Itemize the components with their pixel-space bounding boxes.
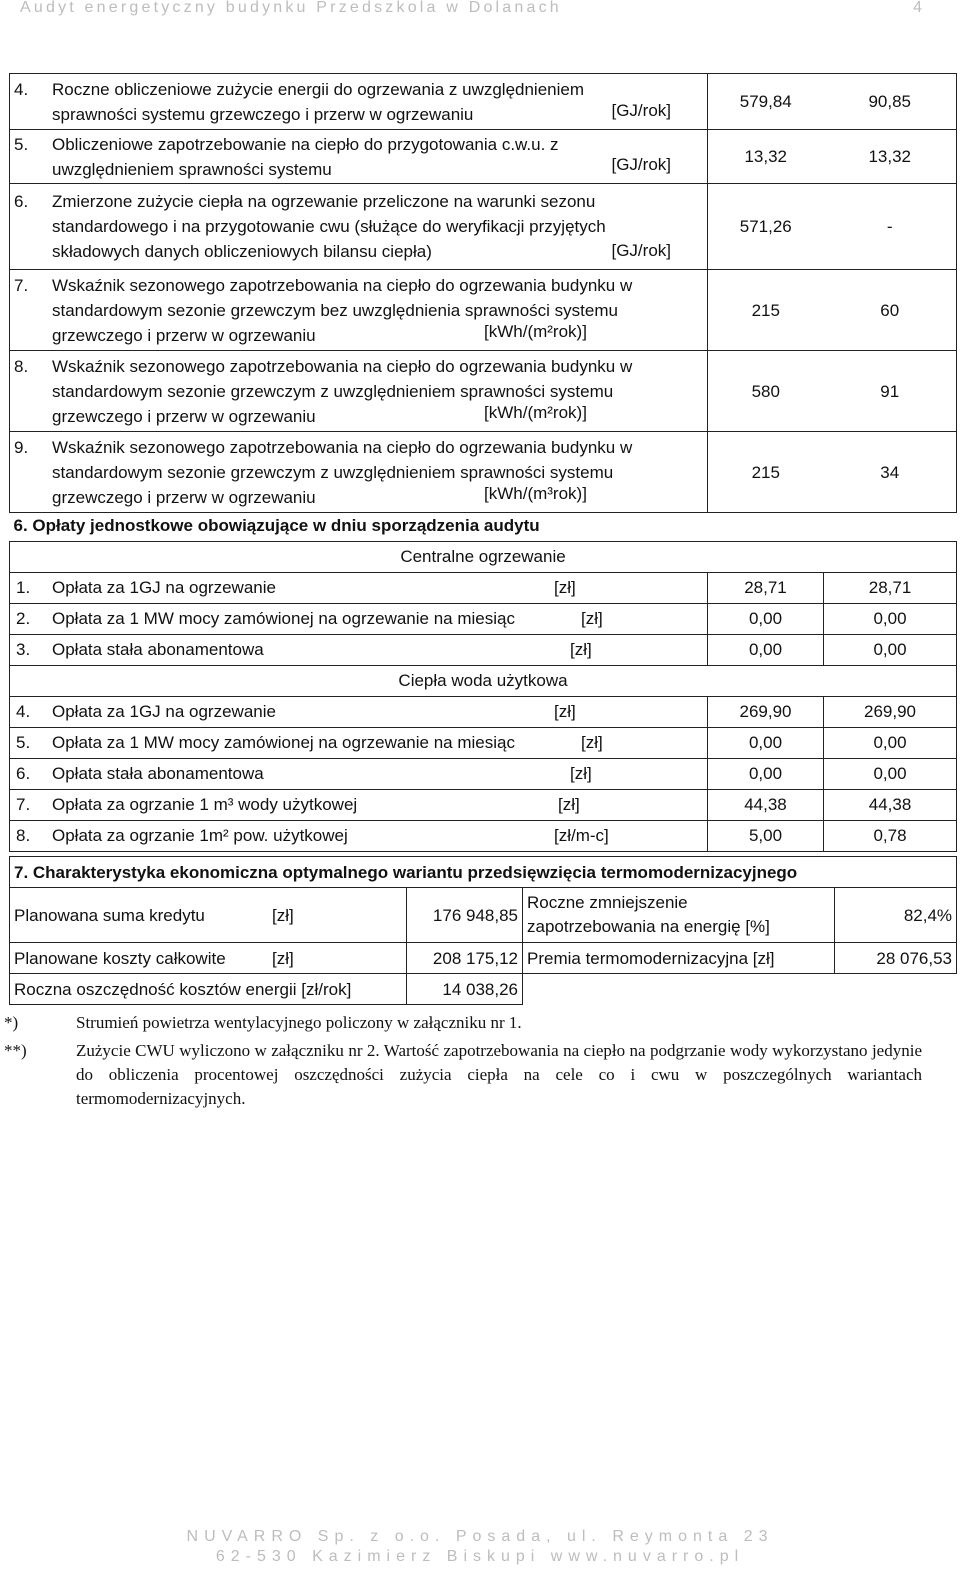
indicator-unit: [GJ/rok]: [611, 241, 671, 260]
fee-label: Opłata za 1GJ na ogrzewanie: [52, 578, 276, 597]
indicator-line: Wskaźnik sezonowego zapotrzebowania na ciepło do ogrzewania budynku w: [52, 275, 633, 295]
indicator-row: [10, 432, 957, 513]
fee-value-2: 0,00: [824, 634, 957, 665]
indicator-number: 6.: [14, 192, 29, 211]
credit-value: 176 948,85: [407, 888, 523, 943]
empty-cell: [523, 974, 957, 1005]
fee-value-2: 0,00: [824, 758, 957, 789]
footnote-2-mark: **): [4, 1041, 27, 1060]
indicator-number: 9.: [14, 437, 29, 457]
cwu-subtitle-row: [10, 665, 957, 696]
fee-label: Opłata za ogrzanie 1m² pow. użytkowej: [52, 826, 348, 845]
cost-label-cell: [10, 943, 407, 974]
indicator-text: [14, 273, 703, 348]
indicator-row: [10, 351, 957, 432]
indicator-value-1: 215: [708, 270, 824, 351]
cost-value: 208 175,12: [407, 943, 523, 974]
indicator-desc: [10, 432, 708, 513]
indicator-line: uwzględnieniem sprawności systemu: [52, 159, 332, 179]
fee-number: 5.: [16, 733, 31, 752]
fee-unit: [zł]: [554, 702, 576, 721]
footer-line-2: 62-530 Kazimierz Biskupi www.nuvarro.pl: [215, 1548, 745, 1565]
fee-value-1: 0,00: [708, 758, 824, 789]
fee-label-cell: [10, 572, 708, 603]
fee-value-1: 5,00: [708, 820, 824, 851]
page-number: 4: [913, 0, 922, 16]
indicator-line: grzewczego i przerw w ogrzewaniu: [52, 487, 316, 507]
fee-label-cell: [10, 727, 708, 758]
indicator-unit: [GJ/rok]: [611, 155, 671, 174]
fee-unit: [zł]: [554, 578, 576, 597]
fees-table: [9, 510, 956, 852]
cwu-subtitle: Ciepła woda użytkowa: [10, 665, 957, 696]
fee-number: 6.: [16, 764, 31, 783]
fee-unit: [zł]: [581, 733, 603, 752]
indicator-line: standardowym sezonie grzewczym z uwzględnieniem sprawności systemu: [52, 462, 614, 482]
indicator-line: składowych danych obliczeniowych bilansu ciepła): [52, 242, 432, 261]
indicator-value-2: 90,85: [824, 74, 957, 130]
fee-value-2: 0,00: [824, 727, 957, 758]
fee-value-2: 0,78: [824, 820, 957, 851]
fee-label-cell: [10, 634, 708, 665]
indicator-value-2: 91: [824, 351, 957, 432]
indicator-line: Zmierzone zużycie ciepła na ogrzewanie przeliczone na warunki sezonu: [52, 192, 596, 211]
indicator-value-2: 60: [824, 270, 957, 351]
economics-table: [9, 856, 956, 1005]
fee-value-2: 44,38: [824, 789, 957, 820]
fee-row: [10, 789, 957, 820]
fee-value-2: 0,00: [824, 603, 957, 634]
fee-unit: [zł]: [570, 640, 592, 659]
fee-row: [10, 696, 957, 727]
fee-label-cell: [10, 758, 708, 789]
indicator-desc: [10, 130, 708, 184]
indicator-line: Wskaźnik sezonowego zapotrzebowania na ciepło do ogrzewania budynku w: [52, 356, 633, 376]
economics-section-title: 7. Charakterystyka ekonomiczna optymalnego wariantu przedsięwzięcia termomodernizacyjnego: [10, 857, 957, 888]
indicator-line: standardowym sezonie grzewczym z uwzględnieniem sprawności systemu: [52, 381, 614, 401]
indicator-desc: [10, 270, 708, 351]
fee-value-2: 28,71: [824, 572, 957, 603]
indicator-number: 8.: [14, 356, 29, 376]
reduction-label-1: Roczne zmniejszenie: [527, 893, 688, 912]
indicators-table: [9, 73, 956, 513]
fee-value-1: 28,71: [708, 572, 824, 603]
indicator-line: sprawności systemu grzewczego i przerw w ogrzewaniu: [52, 104, 474, 124]
credit-label: Planowana suma kredytu: [14, 905, 205, 925]
fee-label: Opłata za 1GJ na ogrzewanie: [52, 702, 276, 721]
indicator-text: [14, 435, 703, 510]
fee-number: 3.: [16, 640, 31, 659]
fee-number: 4.: [16, 702, 31, 721]
indicator-desc: [10, 74, 708, 130]
header-title: Audyt energetyczny budynku Przedszkola w Dolanach: [20, 0, 562, 16]
indicator-text: [14, 189, 703, 264]
savings-value: 14 038,26: [407, 974, 523, 1005]
fee-label: Opłata stała abonamentowa: [52, 764, 264, 783]
indicator-line: Obliczeniowe zapotrzebowanie na ciepło do przygotowania c.w.u. z: [52, 134, 559, 154]
indicator-unit: [kWh/(m²rok)]: [484, 322, 587, 341]
fee-row: [10, 758, 957, 789]
indicator-value-2: 13,32: [824, 130, 957, 184]
fee-row: [10, 820, 957, 851]
indicator-desc: [10, 184, 708, 270]
indicator-value-1: 580: [708, 351, 824, 432]
premium-label: Premia termomodernizacyjna [zł]: [523, 943, 835, 974]
fee-row: [10, 572, 957, 603]
savings-label: Roczna oszczędność kosztów energii [zł/rok]: [10, 974, 407, 1005]
footer-line-1: NUVARRO Sp. z o.o. Posada, ul. Reymonta 23: [186, 1528, 774, 1545]
indicator-value-1: 13,32: [708, 130, 824, 184]
indicator-line: standardowego i na przygotowanie cwu (służące do weryfikacji przyjętych: [52, 217, 606, 236]
fee-number: 8.: [16, 826, 31, 845]
footnote-2-text: Zużycie CWU wyliczono w załączniku nr 2. Wartość zapotrzebowania na ciepło na podgrzanie wody wykorzystano jedynie do obliczenia procentowej oszczędności zużycia ciepła na cele co i cwu w poszczególnych wariantach termomodernizacyjnych.: [76, 1041, 922, 1108]
footnote-1: [0, 1011, 940, 1035]
fee-number: 7.: [16, 795, 31, 814]
fee-number: 2.: [16, 609, 31, 628]
co-subtitle: Centralne ogrzewanie: [10, 541, 957, 572]
indicator-value-1: 579,84: [708, 74, 824, 130]
fee-row: [10, 603, 957, 634]
fee-row: [10, 727, 957, 758]
indicator-row: [10, 74, 957, 130]
footnotes: [0, 1011, 940, 1111]
fee-label: Opłata za 1 MW mocy zamówionej na ogrzewanie na miesiąc: [52, 733, 515, 752]
page-header: [20, 0, 940, 22]
indicator-desc: [10, 351, 708, 432]
indicator-value-1: 571,26: [708, 184, 824, 270]
reduction-value: 82,4%: [835, 888, 957, 943]
indicator-unit: [GJ/rok]: [611, 101, 671, 120]
fee-unit: [zł/m-c]: [554, 826, 609, 845]
indicator-line: Roczne obliczeniowe zużycie energii do ogrzewania z uwzględnieniem: [52, 79, 585, 99]
footnote-2: [0, 1039, 940, 1111]
footnote-1-mark: *): [4, 1013, 19, 1032]
fee-value-1: 0,00: [708, 603, 824, 634]
indicator-text: [14, 77, 703, 127]
reduction-label-2: zapotrzebowania na energię [%]: [527, 917, 770, 936]
fee-number: 1.: [16, 578, 31, 597]
fee-value-1: 44,38: [708, 789, 824, 820]
indicator-row: [10, 270, 957, 351]
indicator-number: 4.: [14, 79, 29, 99]
indicator-value-1: 215: [708, 432, 824, 513]
fees-section-title: 6. Opłaty jednostkowe obowiązujące w dniu sporządzenia audytu: [10, 510, 957, 541]
fee-value-1: 0,00: [708, 634, 824, 665]
indicator-row: [10, 184, 957, 270]
fee-label-cell: [10, 603, 708, 634]
fee-label-cell: [10, 696, 708, 727]
indicator-row: [10, 130, 957, 184]
indicator-text: [14, 354, 703, 429]
reduction-label-cell: [523, 888, 835, 943]
indicator-unit: [kWh/(m³rok)]: [484, 484, 587, 503]
indicator-number: 7.: [14, 275, 29, 295]
fee-label-cell: [10, 820, 708, 851]
indicator-unit: [kWh/(m²rok)]: [484, 403, 587, 422]
fee-label-cell: [10, 789, 708, 820]
cost-label: Planowane koszty całkowite: [14, 948, 226, 968]
fee-value-1: 0,00: [708, 727, 824, 758]
cost-unit: [zł]: [272, 948, 294, 968]
fee-unit: [zł]: [581, 609, 603, 628]
indicator-line: Wskaźnik sezonowego zapotrzebowania na ciepło do ogrzewania budynku w: [52, 437, 633, 457]
indicator-number: 5.: [14, 134, 29, 154]
indicator-line: grzewczego i przerw w ogrzewaniu: [52, 406, 316, 426]
indicator-value-2: -: [824, 184, 957, 270]
fee-row: [10, 634, 957, 665]
indicator-line: grzewczego i przerw w ogrzewaniu: [52, 325, 316, 345]
indicator-line: standardowym sezonie grzewczym bez uwzględnienia sprawności systemu: [52, 300, 618, 320]
fee-value-2: 269,90: [824, 696, 957, 727]
fee-unit: [zł]: [558, 795, 580, 814]
credit-label-cell: [10, 888, 407, 943]
footnote-1-text: Strumień powietrza wentylacyjnego policzony w załączniku nr 1.: [76, 1013, 522, 1032]
indicator-value-2: 34: [824, 432, 957, 513]
premium-value: 28 076,53: [835, 943, 957, 974]
fee-label: Opłata stała abonamentowa: [52, 640, 264, 659]
indicator-text: [14, 132, 703, 182]
fee-label: Opłata za 1 MW mocy zamówionej na ogrzewanie na miesiąc: [52, 609, 515, 628]
fee-label: Opłata za ogrzanie 1 m³ wody użytkowej: [52, 795, 358, 814]
fee-unit: [zł]: [570, 764, 592, 783]
fee-value-1: 269,90: [708, 696, 824, 727]
credit-unit: [zł]: [272, 905, 294, 925]
